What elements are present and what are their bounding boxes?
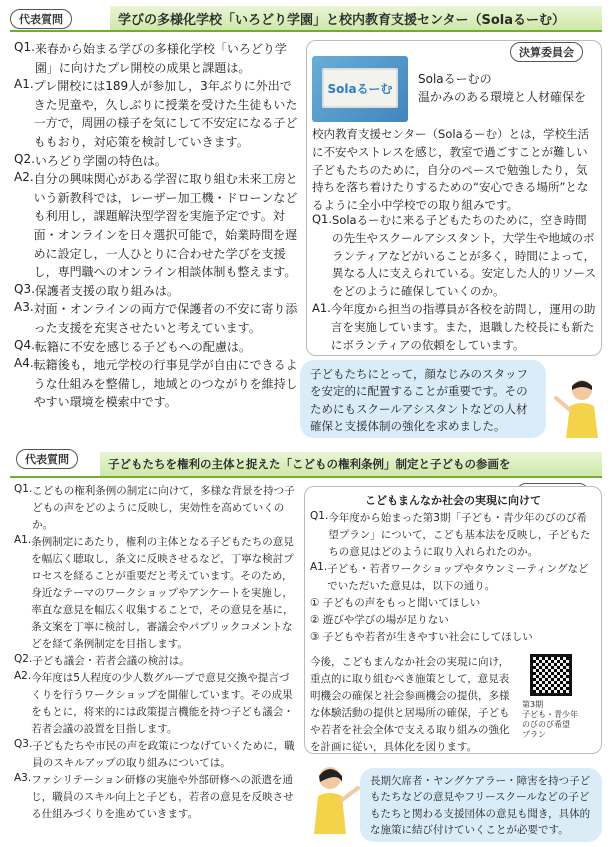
opinion-item: ③ 子どもや若者が生きやすい社会にしてほしい: [310, 631, 533, 643]
section1-title: 学びの多様化学校「いろどり学園」と校内教育支援センター（Solaるーむ）: [110, 6, 602, 30]
section2-title: 子どもたちを権利の主体と捉えた「こどもの権利条例」制定と子どもの参画を: [100, 452, 602, 476]
qa-item: A1. 条例制定にあたり，権利の主体となる子どもたちの意見を幅広く聴取し，条文に反映させるなど，丁寧な検討プロセスを経ることが重要だと考えています。そのため，身近なテーマのワークショップやアンケートを実施し，率直な意見を幅広く収集することで，その意見を基に，条文案を丁寧に検討し，審議会やパブリックコメントなどを経て条例制定を目指します。: [14, 534, 294, 650]
qa-item: Q4. 転籍に不安を感じる子どもへの配慮は。: [14, 337, 251, 354]
qa-item: A2. 自分の興味関心がある学習に取り組む未来工房という新教科では，レーザー加工機・ドローンなども利用し，課題解決型学習を実施予定です。対面・オンラインを日々選択可能で，始業時間を遅めに設定し，一人ひとりに合わせた学びを支援し，専門職へのオンライン相談体制も整えます。: [14, 170, 298, 280]
speaker-illustration-2: [306, 762, 362, 834]
qa-item: Q1. Solaるーむに来る子どもたちのために，空き時間の先生やスクールアシスタント，大学生や地域のボランティアなどがいることが多く，時間によって，異なる人に支えられている。安定した人的リソースをどのように確保していくのか。: [312, 212, 596, 299]
section1-tag: 代表質問: [10, 9, 72, 29]
section1-header: [10, 6, 602, 32]
qa-item: Q3. 子どもたちや市民の声を政策につなげていくために，職員のスキルアップの取り組みについては。: [14, 738, 295, 769]
qa-item: Q2. いろどり学園の特色は。: [14, 151, 167, 168]
plan-qr-code[interactable]: [530, 654, 572, 696]
solaroom-intro: 校内教育支援センター（Solaるーむ）とは，学校生活に不安やストレスを感じ，教室で過ごすことが難しい子どもたちのために，自分のペースで勉強したり，気持ちを落ち着けたりするための“安心できる場所”となるように全小中学校での取り組みです。: [312, 127, 590, 213]
section2-closing: 今後，こどもまんなか社会の実現に向け，重点的に取り組むべき施策として，意見表明機会の確保と社会参画機会の提供，多様な体験活動の提供と居場所の確保，子どもや若者を社会全体で支える取り組みの強化を計画に従い，具体化を図ります。: [310, 656, 510, 753]
photo-caption: Solaるーむの 温かみのある環境と人材確保を: [418, 72, 587, 104]
section1-qa-right: [312, 212, 596, 355]
section2-comment-bubble: 長期欠席者・ヤングケアラー・障害を持つ子どもたちなどの意見やフリースクールなどの子どもたちと関わる支援団体の意見も聞き，具体的な施策に結び付けていくことが必要です。: [360, 768, 602, 842]
qa-item: Q1. 来春から始まる学びの多様化学校「いろどり学園」に向けたプレ開校の成果と課題は。: [14, 40, 287, 75]
opinion-list: [310, 595, 596, 646]
qa-item: Q1. 今年度から始まった第3期「子ども・青少年のびのび希望プラン」について，こども基本法を反映し，子どもたちの意見はどのように取り入れられたのか。: [310, 510, 591, 558]
qa-item: A1. プレ開校には189人が参加し，3年ぶりに外出できた児童や，久しぶりに授業を受けた生徒もいた一方で，周囲の様子を気にして不安定になる子どももおり，対応策を検討していきます。: [14, 77, 298, 149]
qr-caption: 第3期 子ども・青少年 のびのび希望 プラン: [522, 700, 578, 739]
solaroom-sign: [322, 68, 398, 108]
solaroom-photo: [312, 56, 408, 122]
solaroom-sign-text: Solaるーむ: [327, 81, 393, 96]
qa-item: A3. 対面・オンラインの両方で保護者の不安に寄り添った支援を充実させたいと考えています。: [14, 300, 298, 335]
qa-item: A1. 子ども・若者ワークショップやタウンミーティングなどでいただいた意見は，以下の通り。: [310, 561, 589, 592]
qa-item: A2. 今年度は5人程度の少人数グループで意見交換や提言づくりを行うワークショップを開催しています。その成果をもとに，将来的には政策提言機能を持つ子ども議会・若者会議の設置を目指します。: [14, 670, 294, 735]
section1-committee-badge: 決算委員会: [510, 42, 583, 62]
section2-header: [10, 452, 602, 478]
section2-tag: 代表質問: [16, 449, 78, 469]
section2-qa-left: [14, 483, 296, 823]
qa-item: Q3. 保護者支援の取り組みは。: [14, 281, 179, 298]
qa-item: Q2. 子ども議会・若者会議の検討は。: [14, 653, 190, 667]
section1-qa-left: [14, 40, 299, 412]
section1-comment-bubble: 子どもたちにとって，顔なじみのスタッフを安定的に配置することが重要です。そのためにもスクールアシスタントなどの人材確保と支援体制の強化を求めました。: [300, 360, 546, 438]
opinion-item: ① 子どもの声をもっと聞いてほしい: [310, 597, 481, 609]
speaker-illustration-1: [552, 376, 608, 438]
section2-qa-right: [310, 510, 596, 646]
section2-right-heading: こどもまんなか社会の実現に向けて: [365, 494, 541, 507]
qa-item: A4. 転籍後も，地元学校の行事見学が自由にできるような仕組みを整備し，地域とのつながりを維持しやすい環境を模索中です。: [14, 356, 298, 410]
qa-item: Q1. こどもの権利条例の制定に向けて，多様な背景を持つ子どもの声をどのように反映し，実効性を高めていくのか。: [14, 483, 295, 531]
qa-item: A3. ファシリテーション研修の実施や外部研修への派遣を通じ，職員のスキル向上と子ども，若者の意見を反映させる仕組みづくりを進めていきます。: [14, 772, 294, 820]
qa-item: A1. 今年度から担当の指導員が各校を訪問し，運用の助言を実施しています。また，退職した校長にも新たにボランティアの依頼をしています。: [312, 301, 596, 352]
opinion-item: ② 遊びや学びの場が足りない: [310, 614, 449, 626]
